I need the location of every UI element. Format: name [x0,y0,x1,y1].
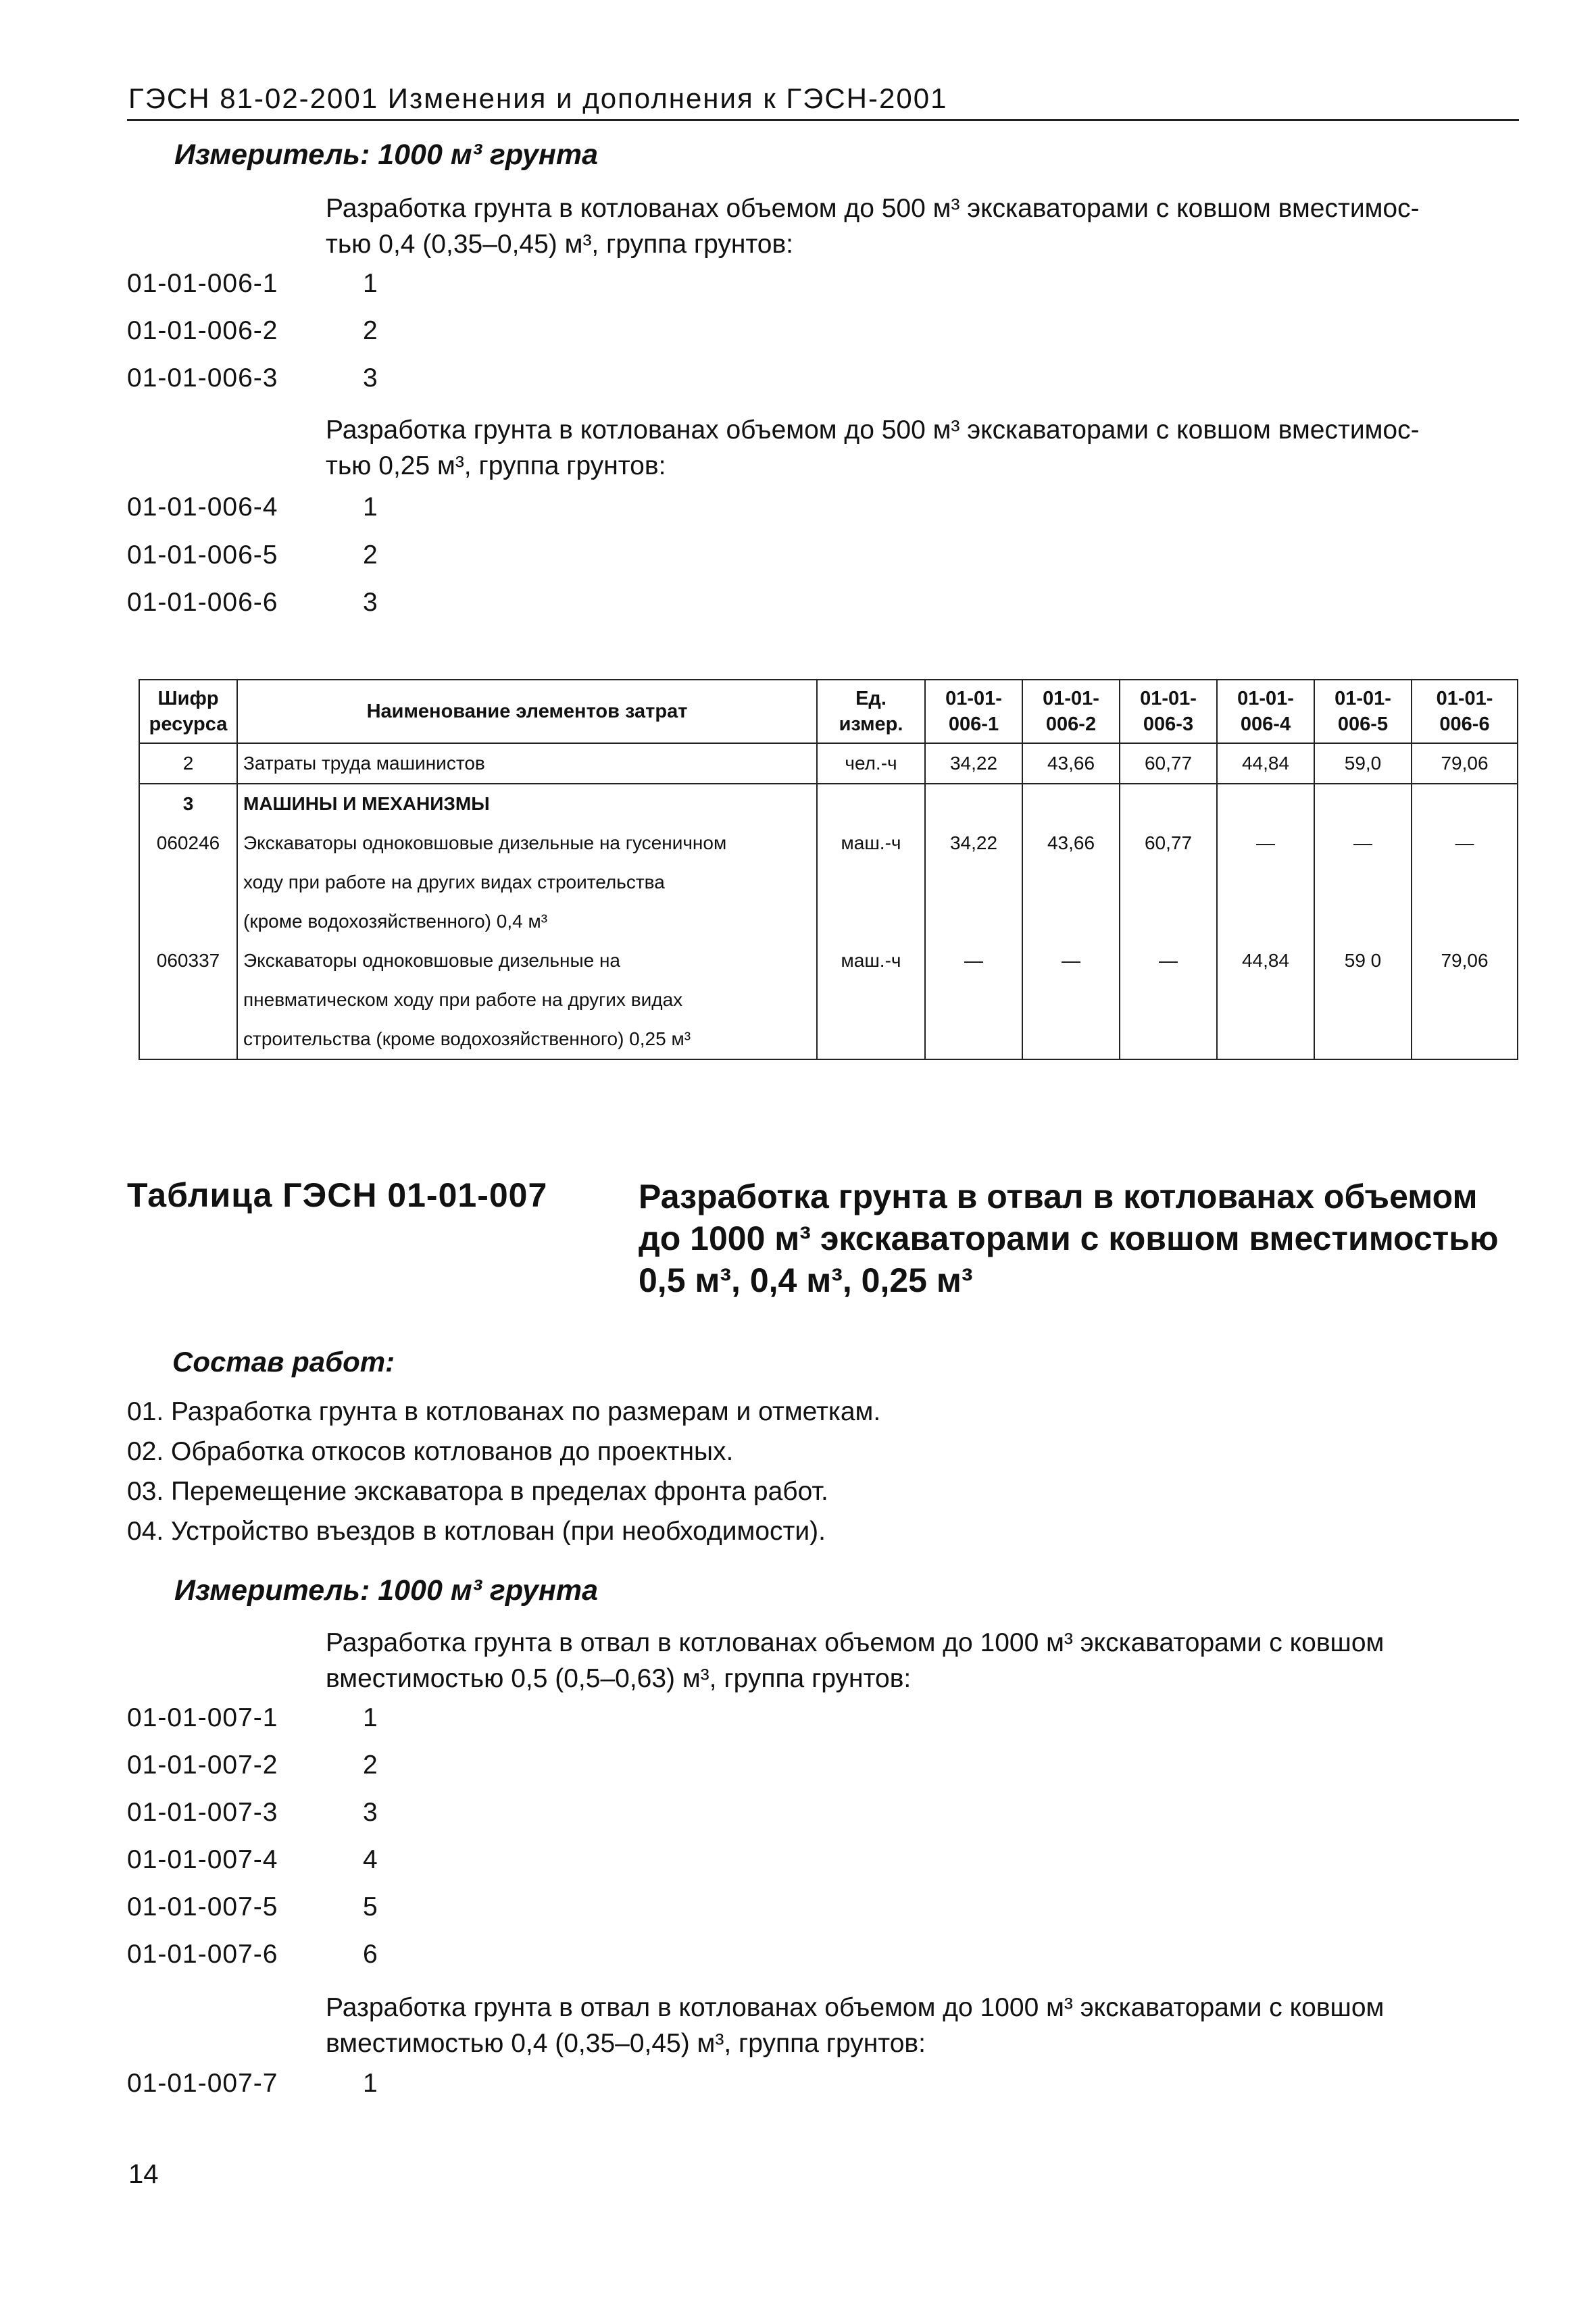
empty-cell [817,784,925,824]
header-rule [127,119,1519,121]
unit: маш.-ч [817,941,925,1059]
header-name: Наименование элементов затрат [237,680,817,743]
rate-code: 01-01-006-3 [127,363,278,393]
running-header: ГЭСН 81-02-2001 Изменения и дополнения к ГЭСН-2001 [128,82,948,114]
empty-cell [1022,784,1120,824]
rate-value: 43,66 [1022,743,1120,784]
title-line: Разработка грунта в отвал в котлованах объемом [639,1178,1478,1215]
soil-group: 4 [363,1845,378,1874]
group-description [326,1990,1528,2061]
table-label: Таблица ГЭСН 01-01-007 [127,1176,548,1214]
rate-value: 34,22 [925,824,1022,941]
meter-heading: Измеритель: 1000 м³ грунта [174,1574,599,1607]
rate-code: 01-01-007-7 [127,2069,278,2098]
rate-value: 43,66 [1022,824,1120,941]
table-row [139,941,1518,1059]
header-rate-col: 01-01- 006-3 [1120,680,1217,743]
header-code: Шифр ресурса [139,680,237,743]
group-description [326,191,1528,262]
work-item: 03. Перемещение экскаватора в пределах фронта работ. [127,1477,828,1506]
soil-group: 1 [363,493,378,522]
unit: маш.-ч [817,824,925,941]
rate-code: 01-01-006-5 [127,540,278,570]
header-rate-col: 01-01- 006-5 [1314,680,1412,743]
rate-value: 79,06 [1412,743,1518,784]
resource-cost-table [139,679,1518,1060]
unit: чел.-ч [817,743,925,784]
rate-code: 01-01-007-5 [127,1892,278,1921]
cost-element-name: Затраты труда машинистов [237,743,817,784]
section-title: МАШИНЫ И МЕХАНИЗМЫ [237,784,817,824]
rate-value: 34,22 [925,743,1022,784]
work-item: 01. Разработка грунта в котлованах по размерам и отметкам. [127,1397,881,1426]
rate-value: 44,84 [1217,743,1314,784]
rate-value: 59,0 [1314,743,1412,784]
title-line: до 1000 м³ экскаваторами с ковшом вместимостью [639,1219,1499,1257]
rate-value: 59 0 [1314,941,1412,1059]
empty-cell [1217,784,1314,824]
description-line: Разработка грунта в котлованах объемом до 500 м³ экскаваторами с ковшом вместимос- [326,416,1420,445]
description-line: Разработка грунта в отвал в котлованах объемом до 1000 м³ экскаваторами с ковшом [326,1628,1385,1657]
table-header-row [139,680,1518,743]
work-item: 04. Устройство въездов в котлован (при необходимости). [127,1517,826,1546]
resource-code: 3 [139,784,237,824]
soil-group: 3 [363,1798,378,1827]
table-row [139,824,1518,941]
rate-value: — [1022,941,1120,1059]
description-line: вместимостью 0,4 (0,35–0,45) м³, группа грунтов: [326,2029,926,2058]
rate-code: 01-01-007-1 [127,1703,278,1732]
rate-value: 60,77 [1120,743,1217,784]
rate-value: — [1412,824,1518,941]
cost-element-name: Экскаваторы одноковшовые дизельные на гусеничном ходу при работе на других видах строительства (кроме водохозяйственного) 0,4 м³ [237,824,817,941]
work-item: 02. Обработка откосов котлованов до проектных. [127,1437,734,1466]
soil-group: 3 [363,588,378,617]
description-line: тью 0,4 (0,35–0,45) м³, группа грунтов: [326,230,794,259]
rate-value: 60,77 [1120,824,1217,941]
description-line: Разработка грунта в котлованах объемом до 500 м³ экскаваторами с ковшом вместимос- [326,194,1420,223]
header-rate-col: 01-01- 006-4 [1217,680,1314,743]
rate-value: — [1217,824,1314,941]
meter-heading: Измеритель: 1000 м³ грунта [174,139,599,171]
table-section-row [139,784,1518,824]
empty-cell [1314,784,1412,824]
empty-cell [1120,784,1217,824]
title-line: 0,5 м³, 0,4 м³, 0,25 м³ [639,1261,973,1299]
description-line: тью 0,25 м³, группа грунтов: [326,451,666,480]
soil-group: 2 [363,540,378,570]
rate-value: — [1120,941,1217,1059]
soil-group: 2 [363,1751,378,1780]
soil-group: 5 [363,1892,378,1921]
soil-group: 6 [363,1940,378,1969]
cost-element-name: Экскаваторы одноковшовые дизельные на пневматическом ходу при работе на других видах строительства (кроме водохозяйственного) 0,25 м³ [237,941,817,1059]
rate-code: 01-01-007-4 [127,1845,278,1874]
rate-code: 01-01-006-6 [127,588,278,617]
soil-group: 1 [363,2069,378,2098]
header-rate-col: 01-01- 006-2 [1022,680,1120,743]
page-number: 14 [128,2159,159,2189]
table-row [139,743,1518,784]
rate-value: 79,06 [1412,941,1518,1059]
table-title [639,1176,1537,1301]
soil-group: 1 [363,269,378,298]
header-unit: Ед. измер. [817,680,925,743]
rate-code: 01-01-006-2 [127,316,278,345]
header-rate-col: 01-01- 006-1 [925,680,1022,743]
resource-code: 060337 [139,941,237,1059]
soil-group: 1 [363,1703,378,1732]
resource-code: 2 [139,743,237,784]
rate-code: 01-01-007-3 [127,1798,278,1827]
group-description [326,1625,1528,1696]
rate-code: 01-01-007-2 [127,1751,278,1780]
description-line: Разработка грунта в отвал в котлованах объемом до 1000 м³ экскаваторами с ковшом [326,1993,1385,2022]
rate-value: — [925,941,1022,1059]
rate-value: 44,84 [1217,941,1314,1059]
empty-cell [925,784,1022,824]
work-composition-heading: Состав работ: [172,1346,395,1378]
rate-value: — [1314,824,1412,941]
soil-group: 2 [363,316,378,345]
description-line: вместимостью 0,5 (0,5–0,63) м³, группа грунтов: [326,1664,912,1693]
group-description [326,412,1528,484]
rate-code: 01-01-006-1 [127,269,278,298]
empty-cell [1412,784,1518,824]
resource-code: 060246 [139,824,237,941]
rate-code: 01-01-007-6 [127,1940,278,1969]
header-rate-col: 01-01- 006-6 [1412,680,1518,743]
rate-code: 01-01-006-4 [127,493,278,522]
soil-group: 3 [363,363,378,393]
